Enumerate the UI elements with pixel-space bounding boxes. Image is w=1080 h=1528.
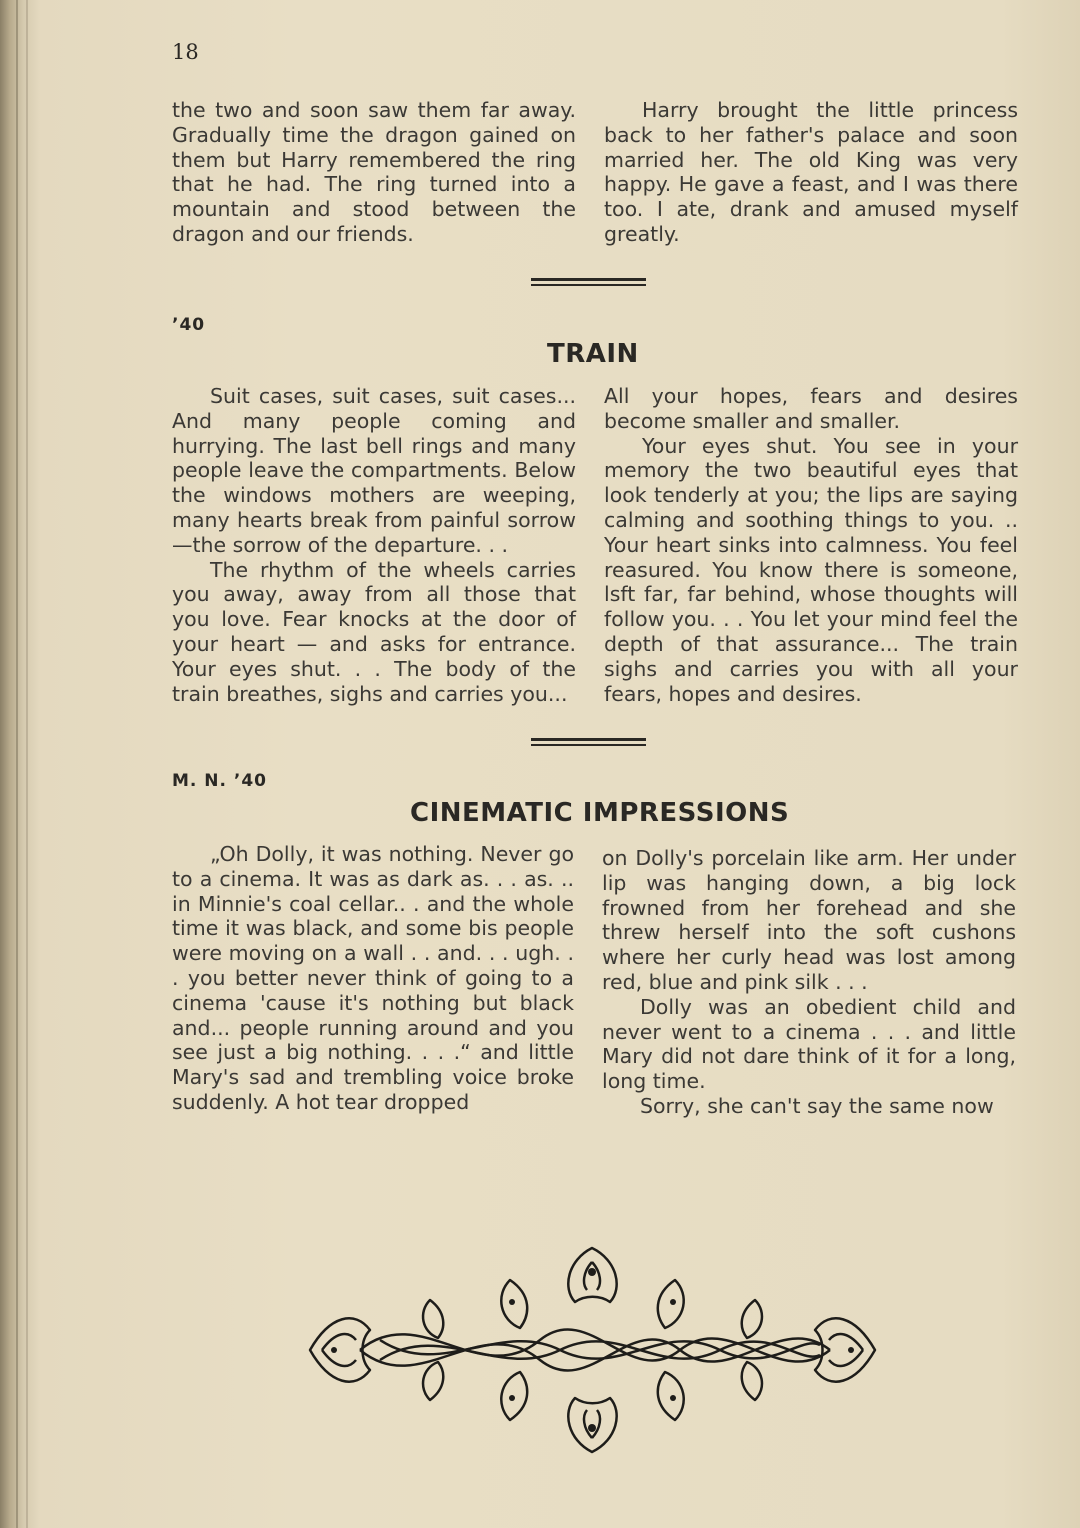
story-end-right-column bbox=[604, 98, 1018, 247]
cinematic-right-column bbox=[602, 846, 1016, 1119]
binding-edge bbox=[16, 0, 18, 1528]
paragraph: Harry brought the little princess back to her father's palace and soon married her. The old King was very happy. He gave a feast, and I was there too. I ate, drank and amused myself greatly. bbox=[604, 98, 1018, 246]
paragraph: on Dolly's porcelain like arm. Her under lip was hanging down, a big lock frowned from her forehead and she threw herself into the soft cushons where her curly head was lost among red, blue and pink silk . . . bbox=[602, 846, 1016, 994]
paragraph: All your hopes, fears and desires become smaller and smaller. bbox=[604, 384, 1018, 433]
author-byline: ’40 bbox=[172, 315, 206, 335]
celtic-knot-ornament-icon bbox=[300, 1240, 885, 1460]
paragraph: „Oh Dolly, it was nothing. Never go to a cinema. It was as dark as. . . as. .. in Minnie's coal cellar.. . and the whole time it was black, and some bis people were moving on a wall . . and. . . ugh. . . you better never think of going to a cinema 'cause it's nothing but black and... people running around and you see just a big nothing. . . .“ and little Mary's sad and trembling voice broke suddenly. A hot tear dropped bbox=[172, 842, 574, 1114]
paragraph: Dolly was an obedient child and never went to a cinema . . . and little Mary did not dare think of it for a long, long time. bbox=[602, 994, 1016, 1094]
paragraph: Sorry, she can't say the same now bbox=[640, 1093, 994, 1118]
story-end-left-column bbox=[172, 98, 576, 247]
paragraph: the two and soon saw them far away. Gradually time the dragon gained on them but Harry remembered the ring that he had. The ring turned into a mountain and stood between the dragon and our friends. bbox=[172, 98, 576, 246]
section-title: CINEMATIC IMPRESSIONS bbox=[410, 798, 790, 828]
train-left-column bbox=[172, 384, 576, 706]
train-right-column bbox=[604, 384, 1018, 706]
section-divider bbox=[531, 278, 646, 286]
paragraph: Your eyes shut. You see in your memory the two beautiful eyes that look tenderly at you; the lips are saying calming and soothing things to you. .. Your heart sinks into calmness. You feel reasured. You know there is someone, lsft far, far behind, whose thoughts will follow you. . . You let your mind feel the depth of that assurance... The train sighs and carries you with all your fears, hopes and desires. bbox=[604, 433, 1018, 706]
paragraph: Suit cases, suit cases, suit cases... And many people coming and hurrying. The last bell rings and many people leave the compartments. Below the windows mothers are weeping, many hearts break from painful sorrow—the sorrow of the departure. . . bbox=[172, 384, 576, 557]
binding-edge bbox=[26, 0, 28, 1528]
author-byline: M. N. ’40 bbox=[172, 771, 268, 791]
paragraph: The rhythm of the wheels carries you away, away from all those that you love. Fear knocks at the door of your heart — and asks for entrance. Your eyes shut. . . The body of the train breathes, sighs and carries you... bbox=[172, 557, 576, 706]
cinematic-left-column bbox=[172, 842, 574, 1115]
section-title: TRAIN bbox=[547, 339, 639, 369]
page-number: 18 bbox=[172, 40, 199, 64]
section-divider bbox=[531, 738, 646, 746]
